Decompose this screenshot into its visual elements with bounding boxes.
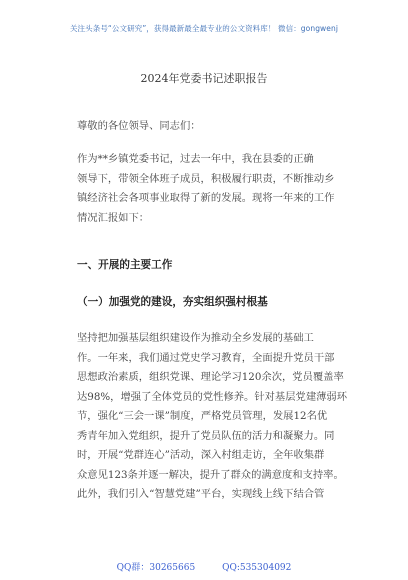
subsection-heading: （一）加强党的建设，夯实组织强村根基 xyxy=(77,296,268,308)
intro-line: 作为**乡镇党委书记，过去一年中，我在县委的正确 xyxy=(77,153,314,165)
body-line: 秀青年加入党组织，提升了党员队伍的活力和凝聚力。同 xyxy=(77,429,335,442)
body-paragraph xyxy=(77,329,348,505)
body-line: 坚持把加强基层组织建设作为推动全乡发展的基础工 xyxy=(77,332,314,344)
intro-line: 镇经济社会各项事业取得了新的发展。现将一年来的工作 xyxy=(77,192,335,204)
body-line: 思想政治素质，组织党课、理论学习120余次，党员覆盖率 xyxy=(77,371,344,383)
section-heading: 一、开展的主要工作 xyxy=(77,259,173,271)
body-line: 节，强化“三会一课”制度，严格党员管理，发展12名优 xyxy=(77,410,328,422)
body-line: 达98%，增强了全体党员的党性修养。针对基层党建薄弱环 xyxy=(77,390,348,403)
document-title: 2024年党委书记述职报告 xyxy=(140,72,268,85)
qq-number: QQ:535304092 xyxy=(222,563,292,573)
salutation: 尊敬的各位领导、同志们： xyxy=(77,120,201,132)
body-line: 众意见123条并逐一解决，提升了群众的满意度和支持率。 xyxy=(77,468,344,481)
intro-line: 领导下，带领全体班子成员，积极履行职责，不断推动乡 xyxy=(77,172,335,185)
promo-banner: 关注头条号“公文研究”，获得最新最全最专业的公文资料库！ 微信：gongwenj xyxy=(69,24,339,33)
qq-group-number: QQ群：30265665 xyxy=(116,563,196,573)
body-line: 此外，我们引入“智慧党建”平台，实现线上线下结合管 xyxy=(77,488,325,500)
footer-contact xyxy=(0,560,408,573)
body-line: 作。一年来，我们通过党史学习教育，全面提升党员干部 xyxy=(77,351,335,364)
intro-paragraph xyxy=(77,150,339,228)
intro-line: 情况汇报如下： xyxy=(77,211,150,224)
body-line: 时，开展“党群连心”活动，深入村组走访，全年收集群 xyxy=(77,449,325,461)
